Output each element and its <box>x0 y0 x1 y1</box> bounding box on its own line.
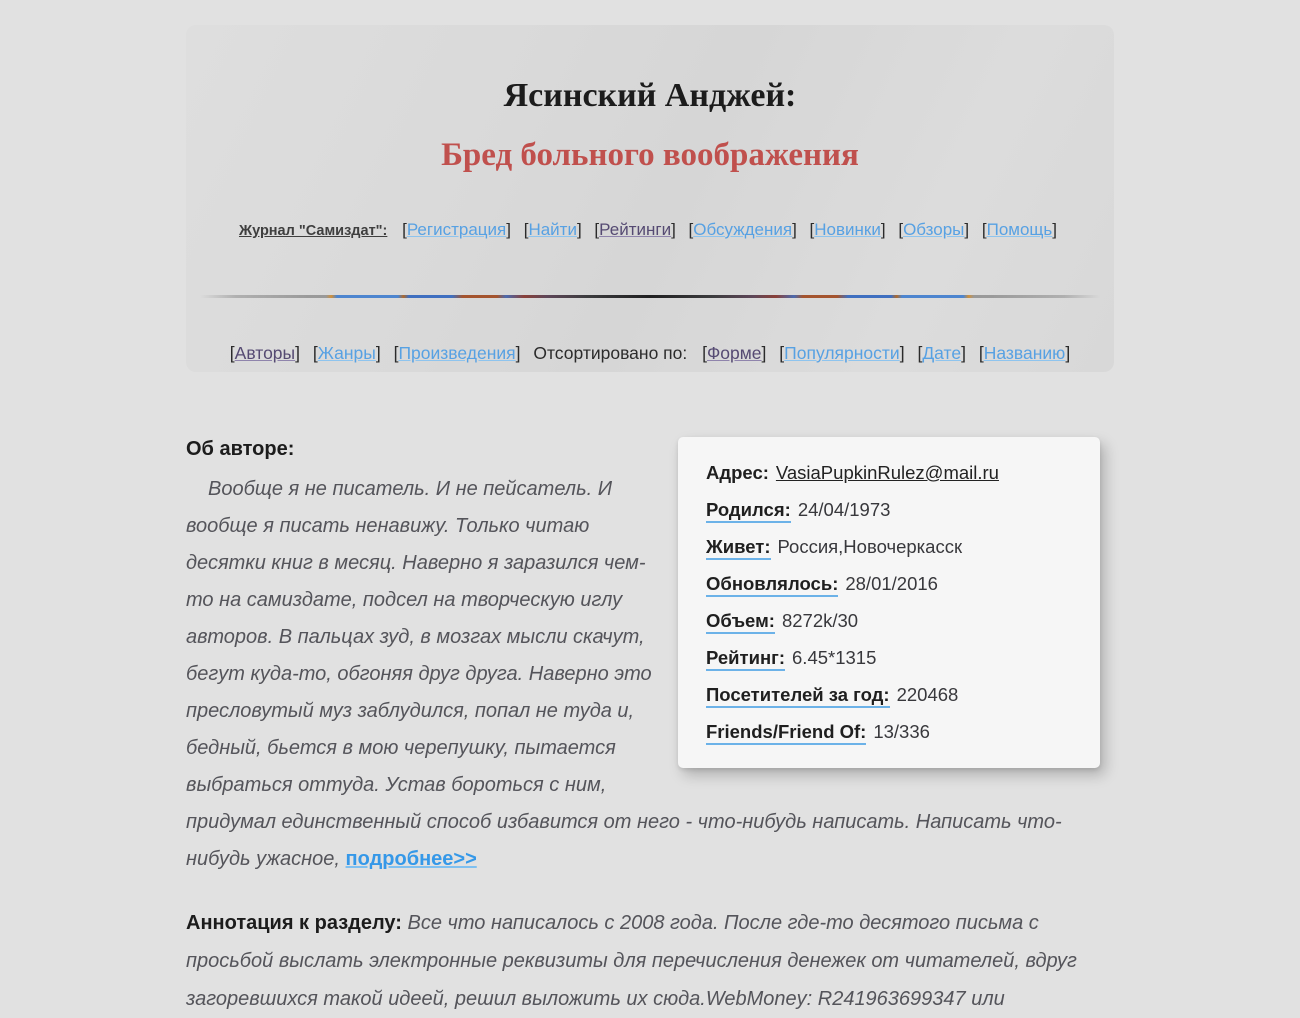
profile-label: Родился: <box>706 499 791 523</box>
section-annotation <box>186 904 1114 1018</box>
sort-link-form[interactable]: Форме <box>707 343 762 363</box>
profile-value: Россия,Новочеркасск <box>777 536 963 557</box>
nav-link-ratings[interactable]: Рейтинги <box>599 220 672 239</box>
nav-link-registration[interactable]: Регистрация <box>406 220 507 239</box>
profile-row-updated <box>706 565 1072 602</box>
nav-item <box>394 343 521 363</box>
nav-item <box>702 343 766 363</box>
secondary-nav <box>186 344 1114 363</box>
profile-value: 13/336 <box>873 721 930 742</box>
nav-item <box>917 343 966 363</box>
nav-item <box>898 220 969 239</box>
nav-link-new-items[interactable]: Новинки <box>814 220 881 239</box>
nav-item <box>779 343 904 363</box>
annotation-heading: Аннотация к разделу: <box>186 912 402 934</box>
nav-link-genres[interactable]: Жанры <box>317 343 376 363</box>
journal-samizdat-link[interactable]: Журнал "Самиздат": <box>238 223 388 239</box>
about-author-heading: Об авторе: <box>186 438 295 460</box>
header-card <box>186 25 1114 372</box>
nav-link-search[interactable]: Найти <box>528 220 577 239</box>
profile-row-friends <box>706 713 1072 750</box>
nav-item <box>979 343 1070 363</box>
sorted-by-label: Отсортировано по: <box>533 343 688 363</box>
profile-row-lives <box>706 528 1072 565</box>
nav-item <box>810 220 886 239</box>
profile-value: 28/01/2016 <box>845 573 938 594</box>
content-area <box>186 437 1114 1018</box>
nav-item <box>982 220 1057 239</box>
profile-label: Посетителей за год: <box>706 684 890 708</box>
profile-row-rating <box>706 639 1072 676</box>
sort-link-popularity[interactable]: Популярности <box>784 343 900 363</box>
section-title: Бред больного воображения <box>441 137 859 173</box>
decorative-divider <box>200 295 1100 298</box>
nav-link-reviews[interactable]: Обзоры <box>903 220 965 239</box>
profile-row-volume <box>706 602 1072 639</box>
profile-label: Рейтинг: <box>706 647 785 671</box>
profile-value: 8272k/30 <box>781 610 859 631</box>
nav-item <box>594 220 675 239</box>
sort-link-title[interactable]: Названию <box>983 343 1066 363</box>
nav-item <box>402 220 511 239</box>
profile-value: 220468 <box>896 684 959 705</box>
primary-nav <box>186 220 1114 241</box>
nav-link-help[interactable]: Помощь <box>986 220 1053 239</box>
author-profile-card <box>678 437 1100 768</box>
profile-label: Friends/Friend Of: <box>706 721 866 745</box>
nav-item <box>689 220 797 239</box>
nav-item <box>313 343 381 363</box>
nav-link-authors[interactable]: Авторы <box>234 343 296 363</box>
profile-label: Обновлялось: <box>706 573 838 597</box>
profile-row-address <box>706 454 1072 491</box>
nav-item <box>230 343 300 363</box>
nav-link-discussions[interactable]: Обсуждения <box>693 220 793 239</box>
profile-label: Объем: <box>706 610 775 634</box>
about-text-body: Вообще я не писатель. И не пейсатель. И вообще я писать ненавижу. Только читаю десятки книг в месяц. Наверно я заразился чем-то на самиздате, подсел на творческую иглу авторов. В пальцах зуд, в мозгах мысли скачут, бегут куда-то, обгоняя друг друга. Наверно это пресловутый муз заблудился, попал не туда и, бедный, бьется в мою черепушку, пытается выбраться оттуда. Устав бороться с ним, придумал единственный способ избавится от него - что-нибудь написать. Написать что-нибудь ужасное, <box>186 478 1062 870</box>
profile-value: 24/04/1973 <box>797 499 891 520</box>
author-name-title: Ясинский Анджей: <box>503 77 797 114</box>
profile-label: Живет: <box>706 536 771 560</box>
page <box>0 25 1300 1010</box>
read-more-link[interactable]: подробнее>> <box>345 848 477 870</box>
nav-link-works[interactable]: Произведения <box>398 343 516 363</box>
annotation-text-body: Все что написалось с 2008 года. После где-то десятого письма с просьбой выслать электронные реквизиты для перечисления денежек от читателей, вдруг загоревшихся такой идеей, решил выложить их сюда.WebMoney: R241963699347 или <box>186 912 1077 1010</box>
profile-row-born <box>706 491 1072 528</box>
sort-link-date[interactable]: Дате <box>922 343 962 363</box>
address-label: Адрес: <box>706 462 769 483</box>
profile-value: 6.45*1315 <box>792 647 877 668</box>
nav-item <box>524 220 582 239</box>
profile-row-visitors <box>706 676 1072 713</box>
email-link[interactable]: VasiaPupkinRulez@mail.ru <box>775 462 999 483</box>
